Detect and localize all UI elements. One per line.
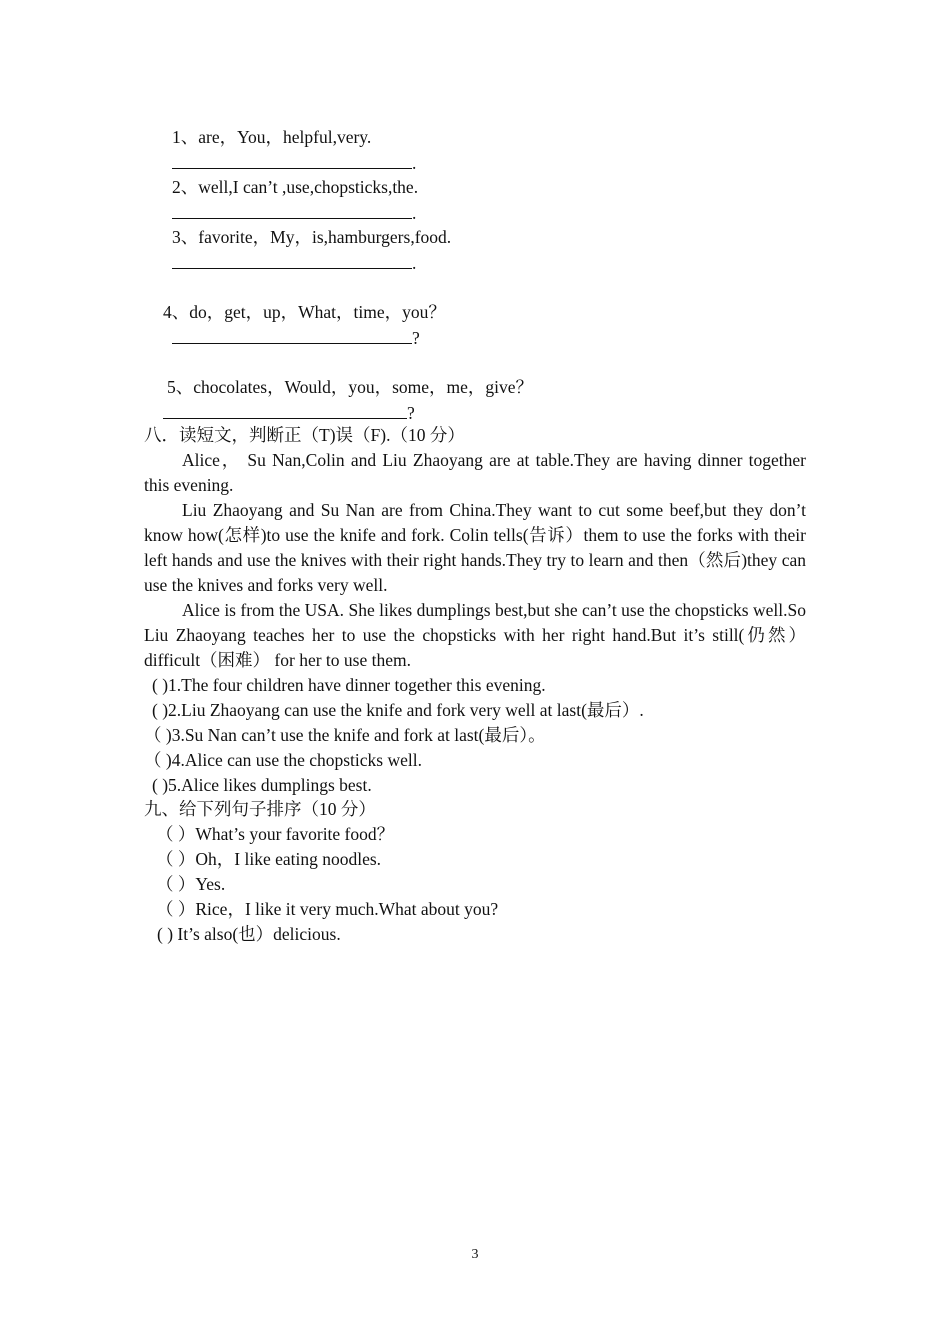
passage-paragraph-1: Alice， Su Nan,Colin and Liu Zhaoyang are at table.They are having dinner together this evening. — [144, 450, 806, 495]
order-item-3[interactable]: （ ）Yes. — [156, 874, 226, 894]
passage-paragraph-3: Alice is from the USA. She likes dumplings best,but she can’t use the chopsticks well.So Liu Zhaoyang teaches her to use the chopsticks with her right hand.But it’s still(仍然）difficult（困难） for her to use them. — [144, 600, 806, 670]
tf-question-2[interactable]: ( )2.Liu Zhaoyang can use the knife and fork very well at last(最后）. — [152, 700, 644, 720]
section-9-title: 九、给下列句子排序（10 分） — [144, 799, 376, 819]
answer-line-3[interactable] — [172, 250, 416, 275]
section-8-title: 八．读短文，判断正（T)误（F).（10 分） — [144, 425, 465, 445]
tf-question-5[interactable]: ( )5.Alice likes dumplings best. — [152, 775, 372, 795]
page-number: 3 — [471, 1247, 479, 1262]
answer-line-4[interactable] — [172, 325, 420, 350]
answer-line-5[interactable] — [163, 400, 415, 425]
order-item-2[interactable]: （ ）Oh，I like eating noodles. — [156, 849, 382, 869]
reorder-prompt-1: 1、are，You，helpful,very. — [172, 127, 372, 147]
tf-question-3[interactable]: （ )3.Su Nan can’t use the knife and fork at last(最后）。 — [144, 725, 546, 745]
reorder-prompt-4: 4、do，get，up，What，time，you？ — [163, 302, 446, 322]
passage-paragraph-2: Liu Zhaoyang and Su Nan are from China.They want to cut some beef,but they don’t know how(怎样)to use the knife and fork. Colin tells(告诉）them to use the forks with their left hands and use the knives with their right hands.They try to learn and then（然后)they can use the knives and forks very well. — [144, 500, 806, 595]
reorder-prompt-5: 5、chocolates，Would，you，some，me，give？ — [167, 377, 534, 397]
answer-line-1[interactable] — [172, 150, 416, 175]
reorder-prompt-3: 3、favorite，My，is,hamburgers,food. — [172, 227, 452, 247]
answer-end-1: . — [412, 153, 417, 173]
order-item-5[interactable]: ( ) It’s also(也）delicious. — [157, 924, 341, 944]
tf-question-4[interactable]: （ )4.Alice can use the chopsticks well. — [144, 750, 422, 770]
tf-question-1[interactable]: ( )1.The four children have dinner together this evening. — [152, 675, 546, 695]
order-item-4[interactable]: （ ）Rice，I like it very much.What about you? — [156, 899, 499, 919]
answer-end-3: . — [412, 253, 417, 273]
answer-end-4: ? — [412, 328, 420, 348]
answer-end-2: . — [412, 203, 417, 223]
order-item-1[interactable]: （ ）What’s your favorite food？ — [156, 824, 395, 844]
reorder-prompt-2: 2、well,I can’t ,use,chopsticks,the. — [172, 177, 419, 197]
answer-end-5: ? — [407, 403, 415, 423]
answer-line-2[interactable] — [172, 200, 416, 225]
